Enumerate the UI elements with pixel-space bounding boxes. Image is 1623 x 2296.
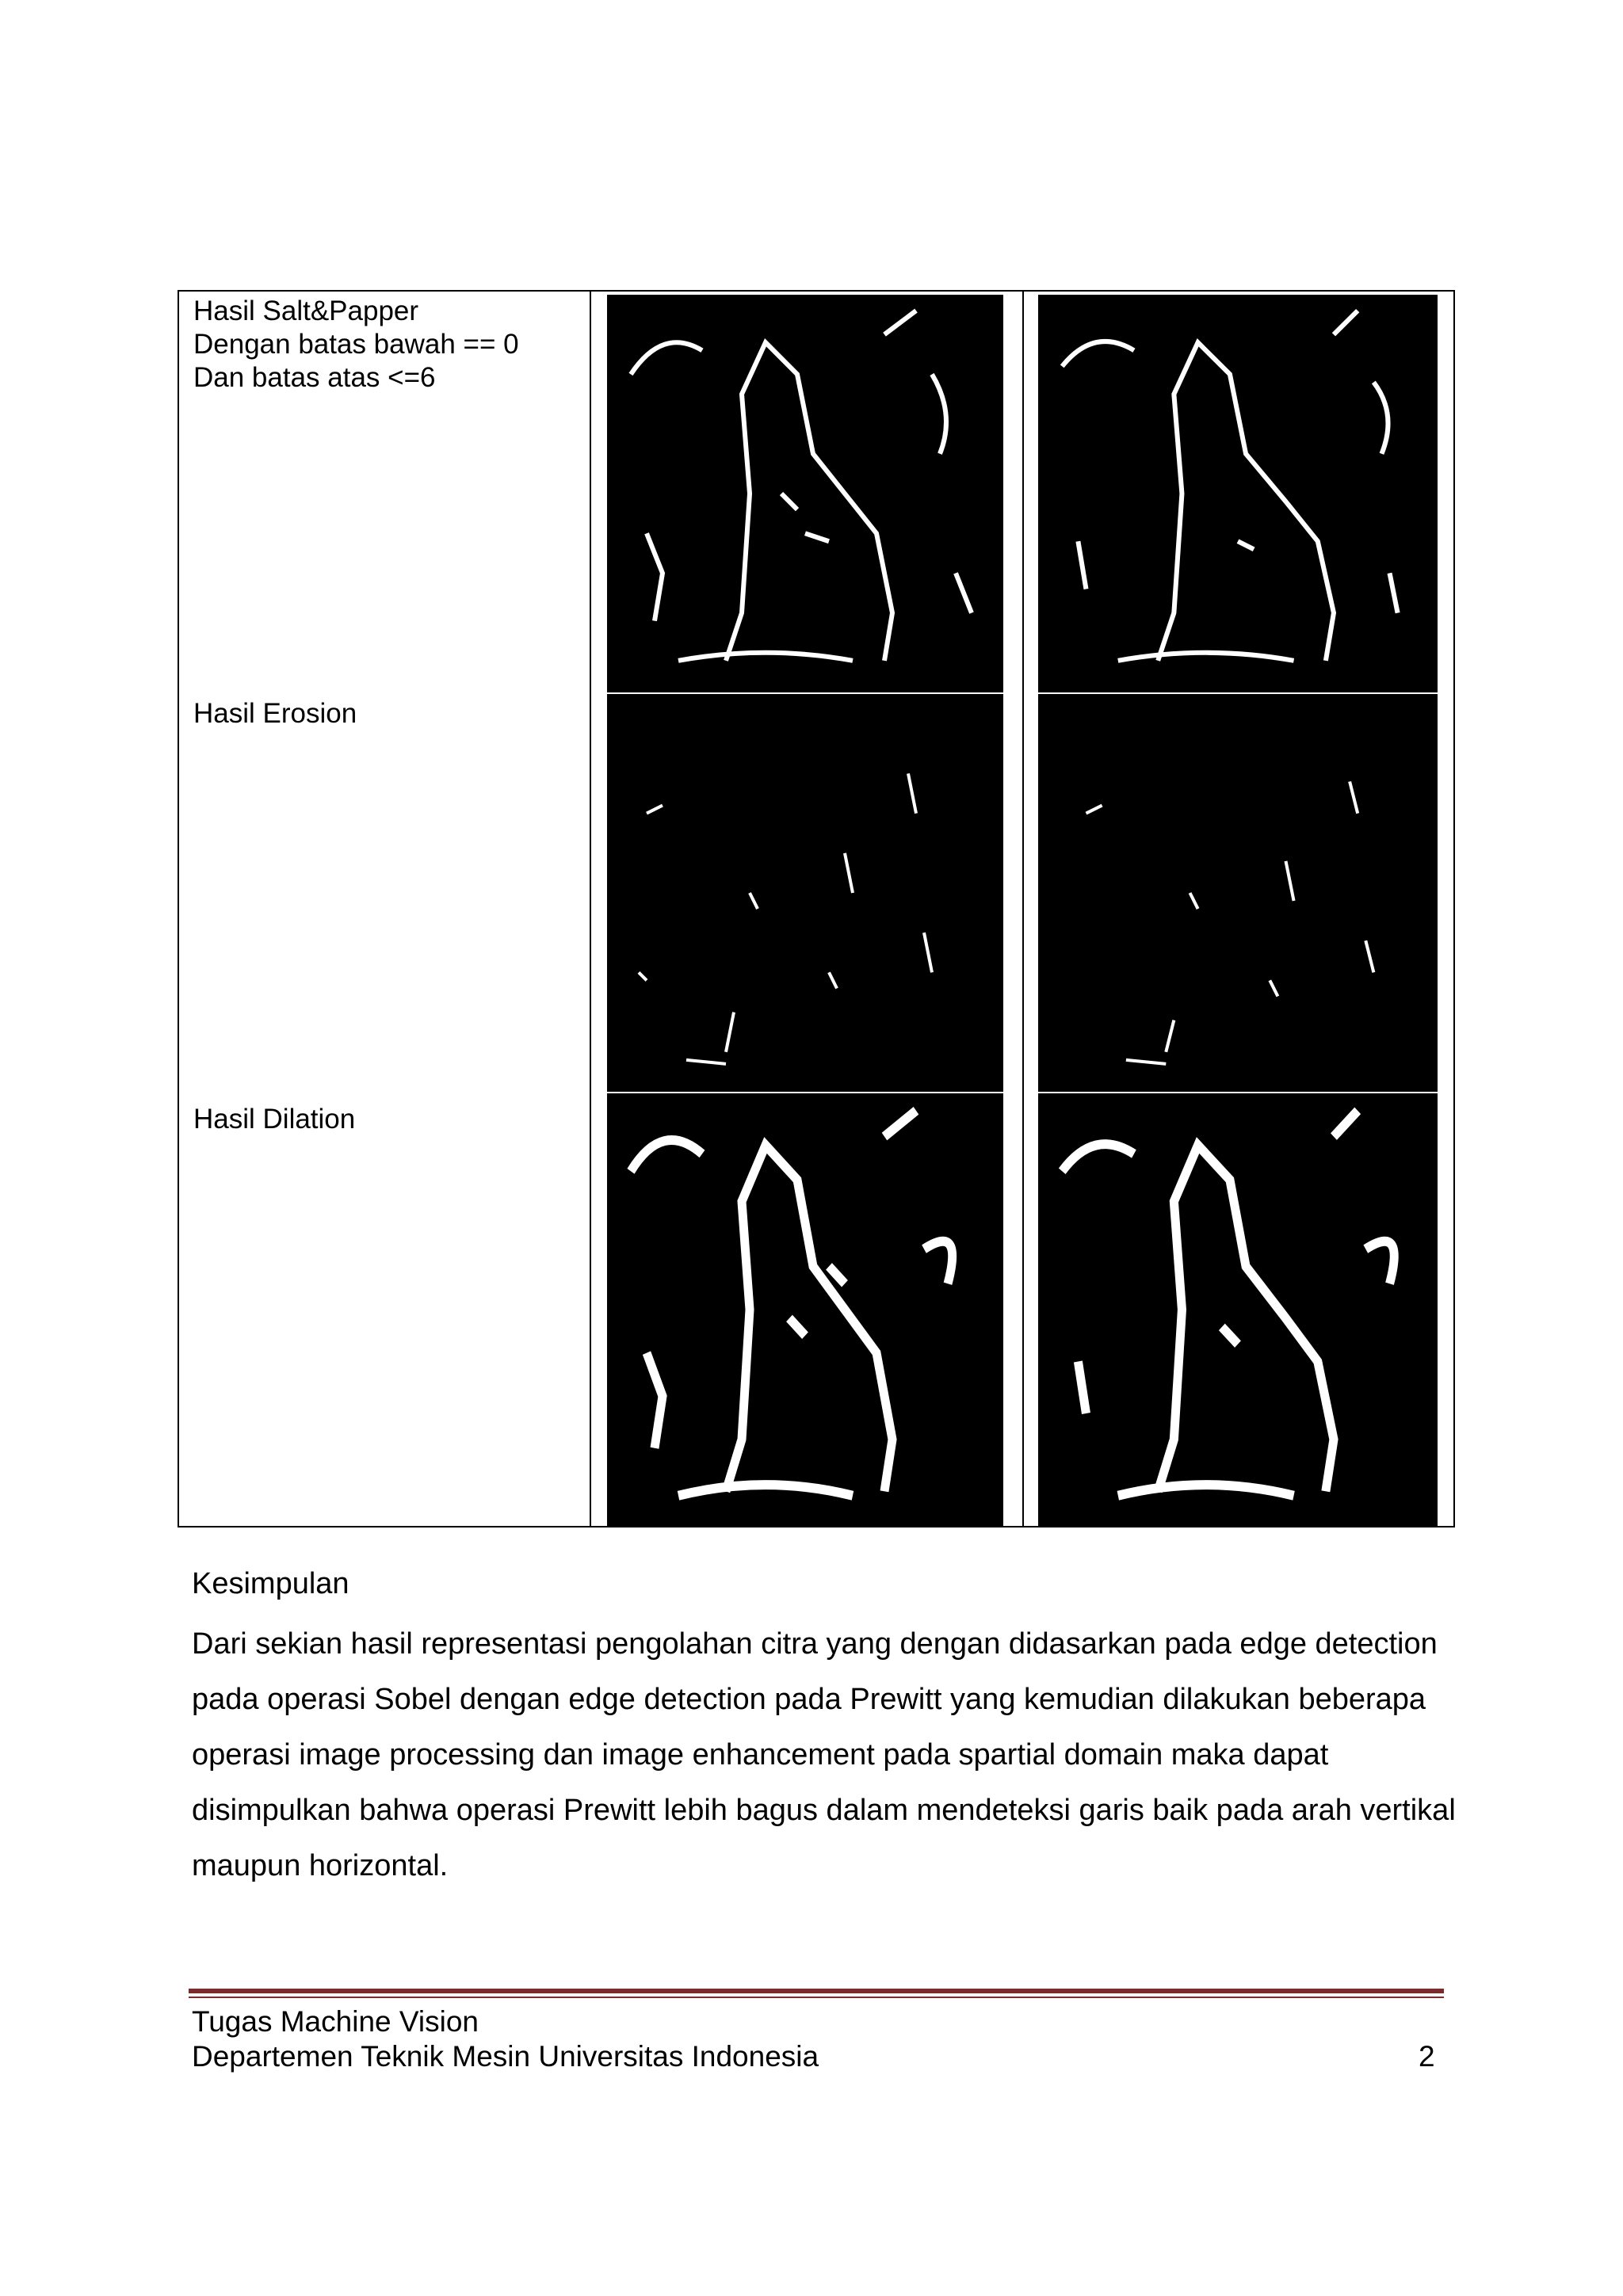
footer-course: Tugas Machine Vision xyxy=(192,2005,479,2038)
sobel-dilation-image xyxy=(607,1093,1003,1526)
prewitt-salt-papper-image xyxy=(1038,295,1438,692)
footer-rule-thin xyxy=(189,1997,1444,1998)
sobel-salt-papper-image xyxy=(607,295,1003,692)
row-label-erosion: Hasil Erosion xyxy=(193,698,357,729)
prewitt-erosion-image xyxy=(1038,694,1438,1092)
conclusion-body: Dari sekian hasil representasi pengolahan citra yang dengan didasarkan pada edge detection pada operasi Sobel dengan edge detection pada Prewitt yang kemudian dilakukan beberapa operasi image processing dan image enhancement pada spartial domain maka dapat disimpulkan bahwa operasi Prewitt lebih bagus dalam mendeteksi garis baik pada arah vertikal maupun horizontal. xyxy=(192,1627,1456,1882)
column-divider xyxy=(1022,292,1024,1526)
prewitt-dilation-image xyxy=(1038,1093,1438,1526)
row-label-salt-papper: Hasil Salt&Papper Dengan batas bawah == 0 Dan batas atas <=6 xyxy=(193,296,519,393)
results-table xyxy=(178,290,1455,1527)
page-number: 2 xyxy=(1419,2040,1435,2073)
column-divider xyxy=(590,292,591,1526)
footer-rule xyxy=(189,1989,1444,1993)
footer-department: Departemen Teknik Mesin Universitas Indonesia xyxy=(192,2040,819,2073)
row-label-dilation: Hasil Dilation xyxy=(193,1104,356,1135)
conclusion-title: Kesimpulan xyxy=(192,1567,349,1600)
sobel-erosion-image xyxy=(607,694,1003,1092)
